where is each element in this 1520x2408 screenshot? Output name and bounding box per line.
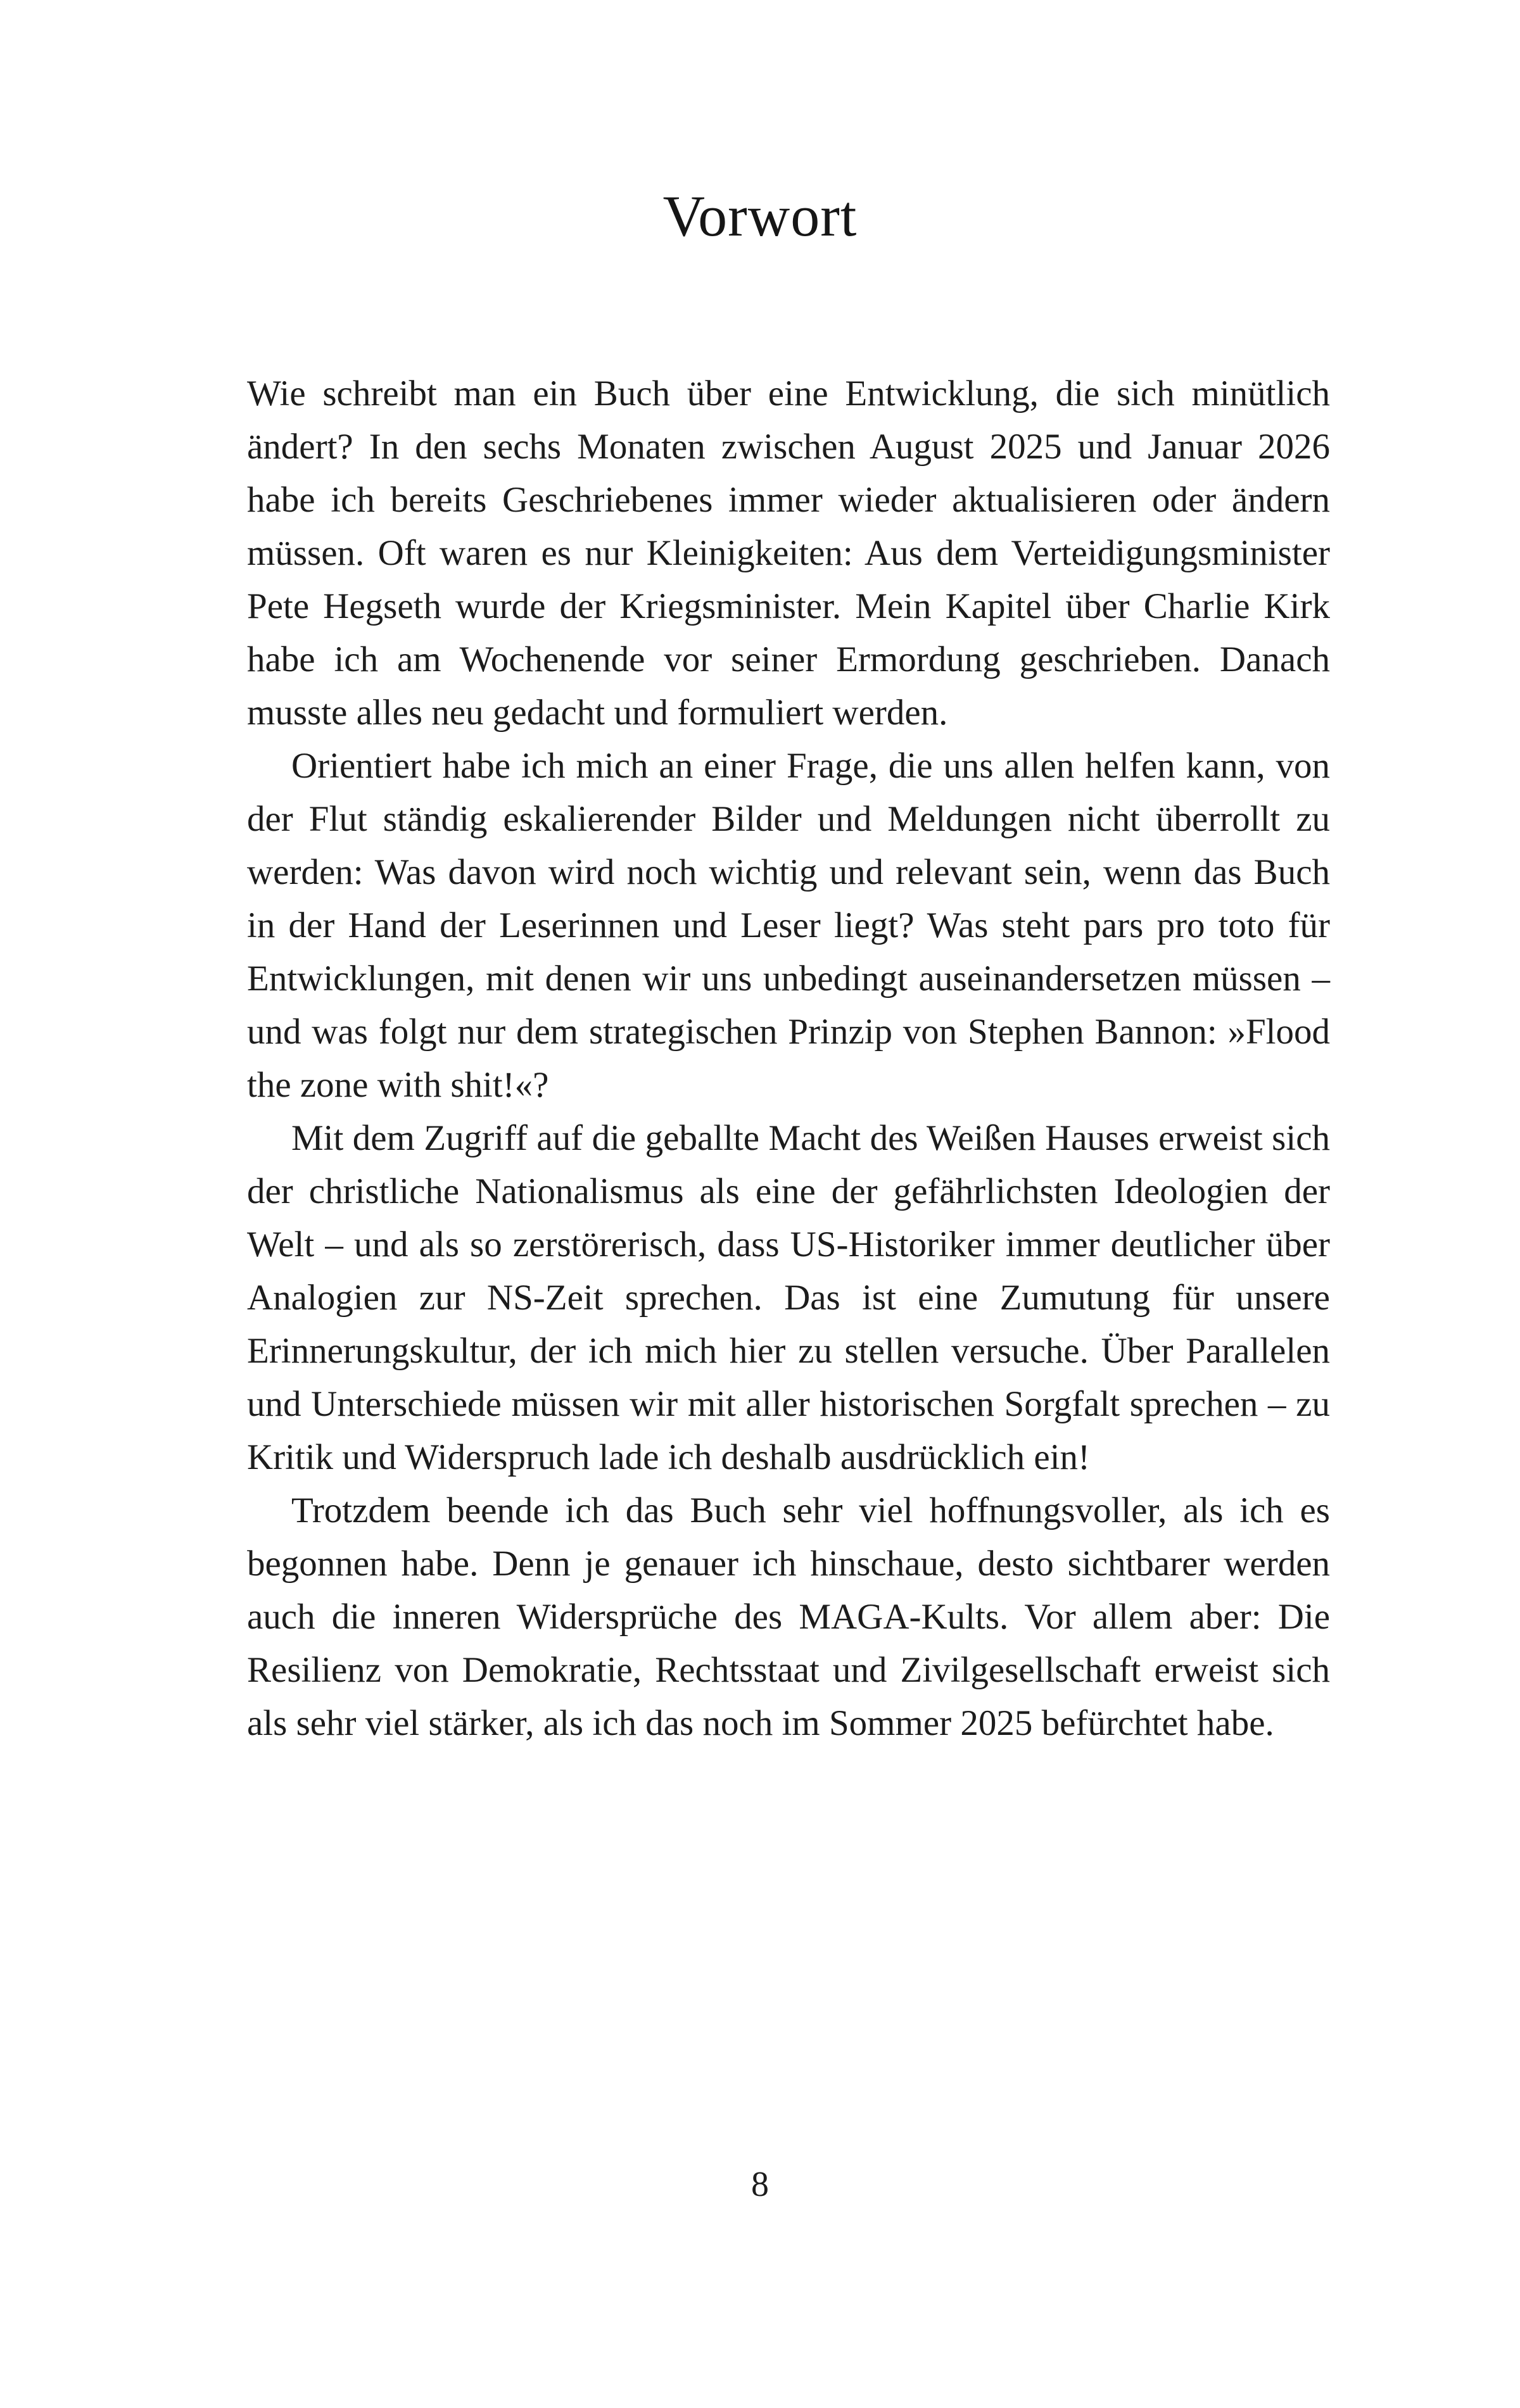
page-number: 8 <box>751 2165 769 2204</box>
paragraph: Trotzdem beende ich das Buch sehr viel hoffnungsvoller, als ich es begonnen habe. Denn je genauer ich hinschaue, desto sichtbarer werden auch die inneren Widersprüche des MAGA-Kults. Vor allem aber: Die Resilienz von Demokratie, Rechtsstaat und Zivilgesellschaft erweist sich als sehr viel stärker, als ich das noch im Sommer 2025 befürchtet habe. <box>247 1491 1330 1743</box>
paragraph: Orientiert habe ich mich an einer Frage, die uns allen helfen kann, von der Flut ständig eskalierender Bilder und Meldungen nicht überrollt zu werden: Was davon wird noch wichtig und relevant sein, wenn das Buch in der Hand der Leserinnen und Leser liegt? Was steht pars pro toto für Entwicklungen, mit denen wir uns unbedingt auseinandersetzen müssen – und was folgt nur dem strategischen Prinzip von Stephen Bannon: »Flood the zone with shit!«? <box>247 746 1330 1105</box>
body-text <box>247 367 1330 1750</box>
page-title: Vorwort <box>662 184 858 248</box>
paragraph: Mit dem Zugriff auf die geballte Macht des Weißen Hauses erweist sich der christliche Nationalismus als eine der gefährlichsten Ideologien der Welt – und als so zerstörerisch, dass US-Historiker immer deutlicher über Analogien zur NS-Zeit sprechen. Das ist eine Zumutung für unsere Erinnerungskultur, der ich mich hier zu stellen versuche. Über Parallelen und Unterschiede müssen wir mit aller historischen Sorgfalt sprechen – zu Kritik und Widerspruch lade ich deshalb ausdrücklich ein! <box>247 1118 1330 1477</box>
paragraph: Wie schreibt man ein Buch über eine Entwicklung, die sich minütlich ändert? In den sechs Monaten zwischen August 2025 und Januar 2026 habe ich bereits Geschriebenes immer wieder aktualisieren oder ändern müssen. Oft waren es nur Kleinigkeiten: Aus dem Verteidigungsminister Pete Hegseth wurde der Kriegsminister. Mein Kapitel über Charlie Kirk habe ich am Wochenende vor seiner Ermordung geschrieben. Danach musste alles neu gedacht und formuliert werden. <box>247 374 1330 733</box>
